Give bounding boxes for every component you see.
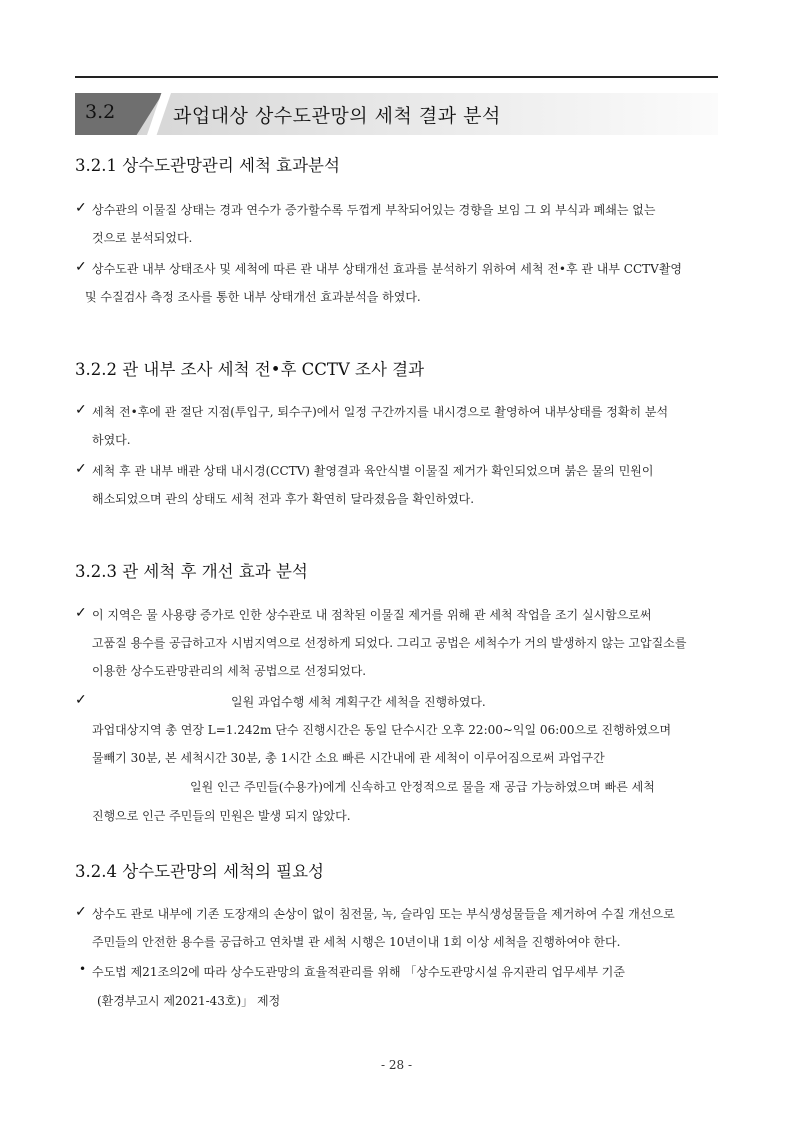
- paragraph-line: 것으로 분석되었다.: [92, 231, 193, 245]
- paragraph-line: 해소되었으며 관의 상태도 세척 전과 후가 확연히 달라졌음을 확인하였다.: [92, 492, 475, 506]
- paragraph-line: 상수관의 이물질 상태는 경과 연수가 증가할수록 두껍게 부착되어있는 경향을 보임 그 외 부식과 폐쇄는 없는: [92, 203, 656, 217]
- check-icon: ✓: [75, 461, 87, 477]
- page-number: - 28 -: [380, 1058, 412, 1072]
- paragraph-line: 이용한 상수도관망관리의 세척 공법으로 선정되었다.: [92, 664, 367, 678]
- paragraph-line: 및 수질검사 측정 조사를 통한 내부 상태개선 효과분석을 하였다.: [85, 290, 421, 304]
- heading-3-2-3: 3.2.3 관 세척 후 개선 효과 분석: [75, 562, 308, 581]
- section-banner: [75, 93, 718, 135]
- paragraph-line: 상수도관 내부 상태조사 및 세척에 따른 관 내부 상태개선 효과를 분석하기 위하여 세척 전•후 관 내부 CCTV촬영: [92, 262, 683, 276]
- check-icon: ✓: [75, 605, 87, 621]
- heading-3-2-2: 3.2.2 관 내부 조사 세척 전•후 CCTV 조사 결과: [75, 360, 425, 379]
- paragraph-line: 고품질 용수를 공급하고자 시범지역으로 선정하게 되었다. 그리고 공법은 세척수가 거의 발생하지 않는 고압질소를: [92, 636, 687, 650]
- section-title: 과업대상 상수도관망의 세척 결과 분석: [173, 105, 501, 127]
- heading-3-2-1: 3.2.1 상수도관망관리 세척 효과분석: [75, 156, 340, 175]
- paragraph-line: 세척 전•후에 관 절단 지점(투입구, 퇴수구)에서 일정 구간까지를 내시경으로 촬영하여 내부상태를 정확히 분석: [92, 405, 669, 419]
- paragraph-line: 상수도 관로 내부에 기존 도장재의 손상이 없이 침전물, 녹, 슬라임 또는 부식생성물들을 제거하여 수질 개선으로: [92, 907, 675, 921]
- paragraph-line: 수도법 제21조의2에 따라 상수도관망의 효율적관리를 위해 「상수도관망시설 유지관리 업무세부 기준: [92, 965, 625, 979]
- paragraph-line: 주민들의 안전한 용수를 공급하고 연차별 관 세척 시행은 10년이내 1회 이상 세척을 진행하여야 한다.: [92, 935, 621, 949]
- check-icon: ✓: [75, 692, 87, 708]
- paragraph-line: 진행으로 인근 주민들의 민원은 발생 되지 않았다.: [92, 809, 351, 823]
- paragraph-line: 하였다.: [92, 433, 131, 447]
- section-number: 3.2: [85, 101, 116, 123]
- check-icon: ✓: [75, 259, 87, 275]
- bullet-dot-icon: •: [79, 962, 87, 976]
- paragraph-line: (환경부고시 제2021-43호)」 제정: [97, 994, 281, 1008]
- paragraph-line: 일원 인근 주민들(수용가)에게 신속하고 안정적으로 물을 재 공급 가능하였으며 빠른 세척: [190, 780, 655, 794]
- top-rule: [75, 76, 718, 78]
- paragraph-line: 과업대상지역 총 연장 L=1.242m 단수 진행시간은 동일 단수시간 오후 22:00~익일 06:00으로 진행하였으며: [92, 723, 672, 737]
- paragraph-line: 물빼기 30분, 본 세척시간 30분, 총 1시간 소요 빠른 시간내에 관 세척이 이루어짐으로써 과업구간: [92, 751, 605, 765]
- paragraph-line: 이 지역은 물 사용량 증가로 인한 상수관로 내 점착된 이물질 제거를 위해 관 세척 작업을 조기 실시함으로써: [92, 608, 652, 622]
- check-icon: ✓: [75, 200, 87, 216]
- check-icon: ✓: [75, 402, 87, 418]
- check-icon: ✓: [75, 904, 87, 920]
- paragraph-line: 일원 과업수행 세척 계획구간 세척을 진행하였다.: [231, 695, 486, 709]
- paragraph-line: 세척 후 관 내부 배관 상태 내시경(CCTV) 촬영결과 육안식별 이물질 제거가 확인되었으며 붉은 물의 민원이: [92, 464, 654, 478]
- heading-3-2-4: 3.2.4 상수도관망의 세척의 필요성: [75, 862, 324, 881]
